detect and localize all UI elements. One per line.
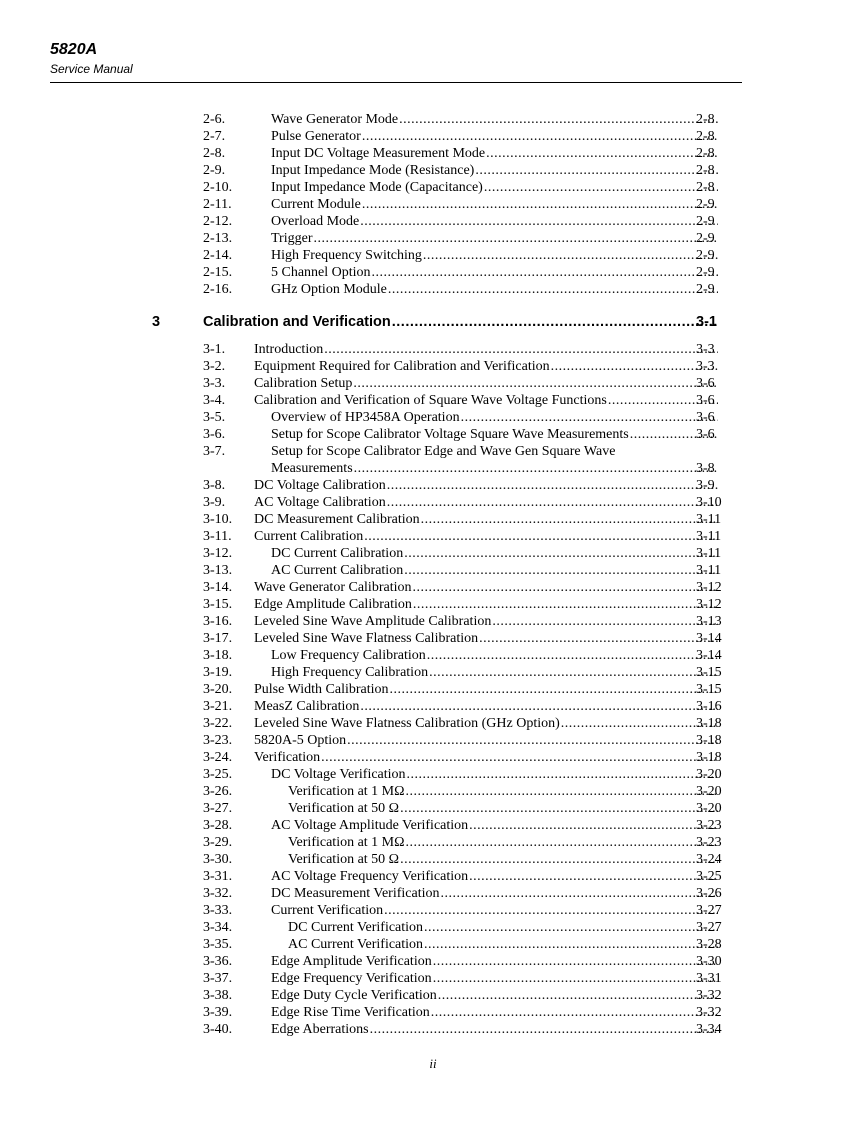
toc-entry-number: 3-40.: [203, 1022, 233, 1037]
toc-entry-number: 3-4.: [203, 393, 226, 408]
toc-entry-page: 3-20: [696, 767, 722, 782]
toc-entry-title: Edge Duty Cycle Verification: [271, 988, 437, 1003]
toc-entry-title: AC Current Verification: [288, 937, 424, 952]
toc-entry-page: 3-30: [696, 954, 722, 969]
toc-entry[interactable]: [0, 715, 866, 732]
toc-entry-title: Edge Rise Time Verification: [271, 1005, 430, 1020]
toc-entry-page: 3-18: [696, 750, 722, 765]
toc-entry-number: 3-25.: [203, 767, 233, 782]
toc-entry-title: Verification: [254, 750, 321, 765]
toc-entry-page: 3-34: [696, 1022, 722, 1037]
toc-entry-number: 3-14.: [203, 580, 233, 595]
toc-entry-title: DC Measurement Verification: [271, 886, 440, 901]
toc-entry-number: 3-32.: [203, 886, 233, 901]
manual-subtitle: Service Manual: [50, 62, 133, 76]
toc-entry[interactable]: [0, 851, 866, 868]
toc-entry-number: 2-16.: [203, 282, 233, 297]
toc-entry-page: 3-28: [696, 937, 722, 952]
toc-entry-title: AC Voltage Calibration: [254, 495, 386, 510]
toc-entry-page: 3-6: [696, 376, 715, 391]
toc-entry-number: 3-7.: [203, 444, 226, 459]
toc-entry-title: Leveled Sine Wave Flatness Calibration: [254, 631, 479, 646]
toc-entry-page: 3-11: [696, 563, 722, 578]
toc-entry-title: Leveled Sine Wave Flatness Calibration (GHz Option): [254, 716, 560, 731]
toc-entry-page: 3-16: [696, 699, 722, 714]
toc-entry-number: 2-12.: [203, 214, 233, 229]
toc-entry-title: Verification at 50 Ω: [288, 852, 400, 867]
toc-entry-page: 2-9: [696, 197, 715, 212]
toc-entry-title: DC Voltage Calibration: [254, 478, 386, 493]
toc-entry-title: Overview of HP3458A Operation: [271, 410, 460, 425]
toc-entry-page: 3-15: [696, 665, 722, 680]
toc-entry-title: Edge Frequency Verification: [271, 971, 432, 986]
toc-entry-title: DC Current Verification: [288, 920, 424, 935]
toc-entry[interactable]: [0, 528, 866, 545]
toc-entry[interactable]: [0, 230, 866, 247]
toc-entry[interactable]: [0, 936, 866, 953]
toc-entry-title: Trigger: [271, 231, 313, 246]
toc-entry-number: 3-6.: [203, 427, 226, 442]
toc-entry-number: 3-39.: [203, 1005, 233, 1020]
toc-entry[interactable]: [0, 392, 866, 409]
toc-entry[interactable]: [0, 681, 866, 698]
toc-entry-number: 3-23.: [203, 733, 233, 748]
toc-entry-page: 3-9: [696, 478, 715, 493]
toc-entry[interactable]: [0, 579, 866, 596]
toc-entry-page: 2-8: [696, 163, 715, 178]
toc-entry-number: 3-10.: [203, 512, 233, 527]
toc-entry-title: Verification at 1 MΩ: [288, 835, 405, 850]
toc-entry-number: 2-13.: [203, 231, 233, 246]
toc-entry[interactable]: [0, 562, 866, 579]
toc-entry[interactable]: [0, 817, 866, 834]
toc-entry-page: 3-11: [696, 512, 722, 527]
toc-entry-page: 3-8: [696, 461, 715, 476]
toc-entry-page: 3-3: [696, 342, 715, 357]
toc-entry-page: 3-31: [696, 971, 722, 986]
toc-entry-title-continued: Measurements: [271, 461, 353, 476]
toc-entry[interactable]: [0, 749, 866, 766]
toc-entry[interactable]: [0, 987, 866, 1004]
toc-entry-number: 3-28.: [203, 818, 233, 833]
toc-entry-number: 3-8.: [203, 478, 226, 493]
toc-entry[interactable]: [0, 596, 866, 613]
toc-entry-title: Setup for Scope Calibrator Edge and Wave Gen Square Wave: [271, 444, 616, 459]
toc-entry[interactable]: [0, 630, 866, 647]
toc-entry-number: 3-11.: [203, 529, 232, 544]
toc-entry-page: 3-32: [696, 988, 722, 1003]
toc-entry-number: 2-11.: [203, 197, 232, 212]
toc-entry-title: 5820A-5 Option: [254, 733, 347, 748]
toc-entry-title: High Frequency Calibration: [271, 665, 429, 680]
toc-entry[interactable]: [0, 766, 866, 783]
toc-entry[interactable]: [0, 732, 866, 749]
toc-entry-number: 3-37.: [203, 971, 233, 986]
toc-entry-title: AC Voltage Amplitude Verification: [271, 818, 469, 833]
chapter-number: 3: [152, 314, 161, 330]
toc-entry-title: Current Calibration: [254, 529, 364, 544]
toc-entry-title: DC Current Calibration: [271, 546, 404, 561]
toc-entry-title: Edge Aberrations: [271, 1022, 369, 1037]
toc-entry-number: 3-21.: [203, 699, 233, 714]
toc-entry[interactable]: [0, 264, 866, 281]
toc-entry-page: 2-8: [696, 146, 715, 161]
toc-entry-title: Leveled Sine Wave Amplitude Calibration: [254, 614, 492, 629]
toc-entry-title: Calibration Setup: [254, 376, 353, 391]
toc-entry[interactable]: [0, 953, 866, 970]
toc-entry-title: Wave Generator Mode: [271, 112, 399, 127]
toc-entry[interactable]: [0, 179, 866, 196]
toc-entry[interactable]: [0, 970, 866, 987]
toc-entry-title: Equipment Required for Calibration and Verification: [254, 359, 550, 374]
toc-entry[interactable]: [0, 1004, 866, 1021]
toc-entry-page: 3-11: [696, 546, 722, 561]
toc-entry-title: Edge Amplitude Calibration: [254, 597, 412, 612]
toc-entry[interactable]: [0, 664, 866, 681]
toc-entry[interactable]: [0, 196, 866, 213]
toc-entry[interactable]: [0, 145, 866, 162]
toc-entry-page: 3-6: [696, 410, 715, 425]
toc-entry-page: 3-23: [696, 818, 722, 833]
toc-entry-page: 3-25: [696, 869, 722, 884]
toc-chapter-3-heading[interactable]: [0, 312, 866, 333]
toc-entry-number: 3-36.: [203, 954, 233, 969]
toc-entry-title: Calibration and Verification of Square Wave Voltage Functions: [254, 393, 607, 408]
toc-entry-page: 3-3: [696, 359, 715, 374]
manual-title: 5820A: [50, 41, 98, 58]
toc-entry[interactable]: [0, 698, 866, 715]
toc-entry-title: Verification at 1 MΩ: [288, 784, 405, 799]
toc-entry-page: 3-6: [696, 427, 715, 442]
toc-entry-page: 3-12: [696, 580, 722, 595]
toc-entry-page: 3-18: [696, 733, 722, 748]
toc-entry-number: 3-22.: [203, 716, 233, 731]
toc-entry[interactable]: [0, 358, 866, 375]
toc-entry-title: MeasZ Calibration: [254, 699, 360, 714]
toc-entry-page: 3-20: [696, 784, 722, 799]
toc-entry[interactable]: [0, 902, 866, 919]
toc-entry[interactable]: [0, 647, 866, 664]
toc-entry-number: 3-2.: [203, 359, 226, 374]
toc-entry-number: 3-26.: [203, 784, 233, 799]
toc-entry-title: GHz Option Module: [271, 282, 387, 297]
toc-entry-page: 3-18: [696, 716, 722, 731]
toc-entry-page: 2-9: [696, 214, 715, 229]
toc-entry-title: 5 Channel Option: [271, 265, 371, 280]
toc-entry-number: 2-15.: [203, 265, 233, 280]
toc-entry-wrapped-line2[interactable]: [0, 460, 866, 477]
toc-entry-number: 3-5.: [203, 410, 226, 425]
toc-entry-number: 3-27.: [203, 801, 233, 816]
toc-entry-number: 3-18.: [203, 648, 233, 663]
toc-entry[interactable]: [0, 128, 866, 145]
toc-entry[interactable]: [0, 545, 866, 562]
toc-entry-number: 3-34.: [203, 920, 233, 935]
toc-entry-number: 3-15.: [203, 597, 233, 612]
toc-entry-page: 2-9: [696, 231, 715, 246]
toc-entry-number: 3-38.: [203, 988, 233, 1003]
toc-entry-title: Verification at 50 Ω: [288, 801, 400, 816]
toc-entry[interactable]: [0, 213, 866, 230]
toc-entry-title: Input DC Voltage Measurement Mode: [271, 146, 486, 161]
toc-entry-page: 3-27: [696, 903, 722, 918]
toc-entry[interactable]: [0, 1021, 866, 1038]
toc-entry-title: Introduction: [254, 342, 324, 357]
toc-entry-number: 3-17.: [203, 631, 233, 646]
toc-entry-page: 2-9: [696, 248, 715, 263]
toc-entry-number: 3-13.: [203, 563, 233, 578]
toc-entry[interactable]: [0, 409, 866, 426]
toc-entry-page: 3-23: [696, 835, 722, 850]
toc-entry-title: Current Module: [271, 197, 361, 212]
toc-entry-number: 3-1.: [203, 342, 226, 357]
toc-entry-number: 3-30.: [203, 852, 233, 867]
toc-entry[interactable]: [0, 375, 866, 392]
toc-entry-page: 3-20: [696, 801, 722, 816]
toc-entry-title: DC Measurement Calibration: [254, 512, 420, 527]
toc-entry-number: 2-9.: [203, 163, 226, 178]
toc-entry-title: Low Frequency Calibration: [271, 648, 426, 663]
toc-entry-number: 3-12.: [203, 546, 233, 561]
toc-entry[interactable]: [0, 834, 866, 851]
toc-entry-number: 3-16.: [203, 614, 233, 629]
toc-entry-page: 3-24: [696, 852, 722, 867]
toc-entry-number: 3-29.: [203, 835, 233, 850]
toc-entry-wrapped-line1[interactable]: [0, 443, 866, 460]
toc-entry[interactable]: [0, 613, 866, 630]
toc-entry-page: 2-9: [696, 282, 715, 297]
toc-entry-number: 3-35.: [203, 937, 233, 952]
toc-entry-title: Input Impedance Mode (Resistance): [271, 163, 475, 178]
toc-entry-number: 3-20.: [203, 682, 233, 697]
page-number: ii: [429, 1056, 437, 1071]
toc-entry-number: 3-3.: [203, 376, 226, 391]
toc-entry[interactable]: [0, 783, 866, 800]
toc-entry-number: 3-19.: [203, 665, 233, 680]
toc-entry-title: Edge Amplitude Verification: [271, 954, 432, 969]
toc-entry-page: 2-8: [696, 129, 715, 144]
toc-entry-page: 3-14: [696, 648, 722, 663]
toc-entry-page: 3-6: [696, 393, 715, 408]
toc-entry-page: 3-27: [696, 920, 722, 935]
toc-entry[interactable]: [0, 800, 866, 817]
chapter-title: Calibration and Verification: [203, 314, 391, 330]
toc-entry-number: 3-9.: [203, 495, 226, 510]
toc-entry-page: 3-12: [696, 597, 722, 612]
toc-entry[interactable]: [0, 426, 866, 443]
toc-entry[interactable]: [0, 885, 866, 902]
toc-entry-number: 2-8.: [203, 146, 226, 161]
toc-entry-number: 2-14.: [203, 248, 233, 263]
toc-entry[interactable]: [0, 111, 866, 128]
toc-entry-title: Setup for Scope Calibrator Voltage Square Wave Measurements: [271, 427, 629, 442]
toc-entry[interactable]: [0, 247, 866, 264]
toc-entry-number: 2-10.: [203, 180, 233, 195]
toc-entry-title: DC Voltage Verification: [271, 767, 406, 782]
toc-entry-title: Pulse Width Calibration: [254, 682, 389, 697]
toc-entry-number: 3-33.: [203, 903, 233, 918]
toc-entry-title: AC Voltage Frequency Verification: [271, 869, 469, 884]
toc-entry-page: 3-26: [696, 886, 722, 901]
toc-entry-title: Overload Mode: [271, 214, 360, 229]
toc-entry-title: AC Current Calibration: [271, 563, 404, 578]
toc-entry-page: 2-8: [696, 180, 715, 195]
toc-entry-page: 3-11: [696, 529, 722, 544]
toc-entry-number: 3-31.: [203, 869, 233, 884]
toc-entry[interactable]: [0, 341, 866, 358]
toc-entry-page: 3-13: [696, 614, 722, 629]
toc-entry[interactable]: [0, 281, 866, 298]
toc-entry-number: 3-24.: [203, 750, 233, 765]
toc-entry-title: High Frequency Switching: [271, 248, 422, 263]
toc-entry-page: 3-10: [696, 495, 722, 510]
toc-entry-title: Current Verification: [271, 903, 384, 918]
toc-entry-title: Wave Generator Calibration: [254, 580, 412, 595]
toc-entry-page: 2-9: [696, 265, 715, 280]
toc-entry-page: 2-8: [696, 112, 715, 127]
toc-entry[interactable]: [0, 511, 866, 528]
toc-entry[interactable]: [0, 868, 866, 885]
toc-entry[interactable]: [0, 494, 866, 511]
toc-entry-number: 2-7.: [203, 129, 226, 144]
toc-entry[interactable]: [0, 919, 866, 936]
toc-entry-page: 3-32: [696, 1005, 722, 1020]
page-header: [50, 40, 742, 83]
toc-entry-page: 3-14: [696, 631, 722, 646]
toc-entry-title: Pulse Generator: [271, 129, 361, 144]
toc-entry[interactable]: [0, 477, 866, 494]
toc-entry[interactable]: [0, 162, 866, 179]
chapter-page: 3-1: [696, 314, 717, 330]
toc-entry-page: 3-15: [696, 682, 722, 697]
toc-entry-title: Input Impedance Mode (Capacitance): [271, 180, 483, 195]
toc-entry-number: 2-6.: [203, 112, 226, 127]
